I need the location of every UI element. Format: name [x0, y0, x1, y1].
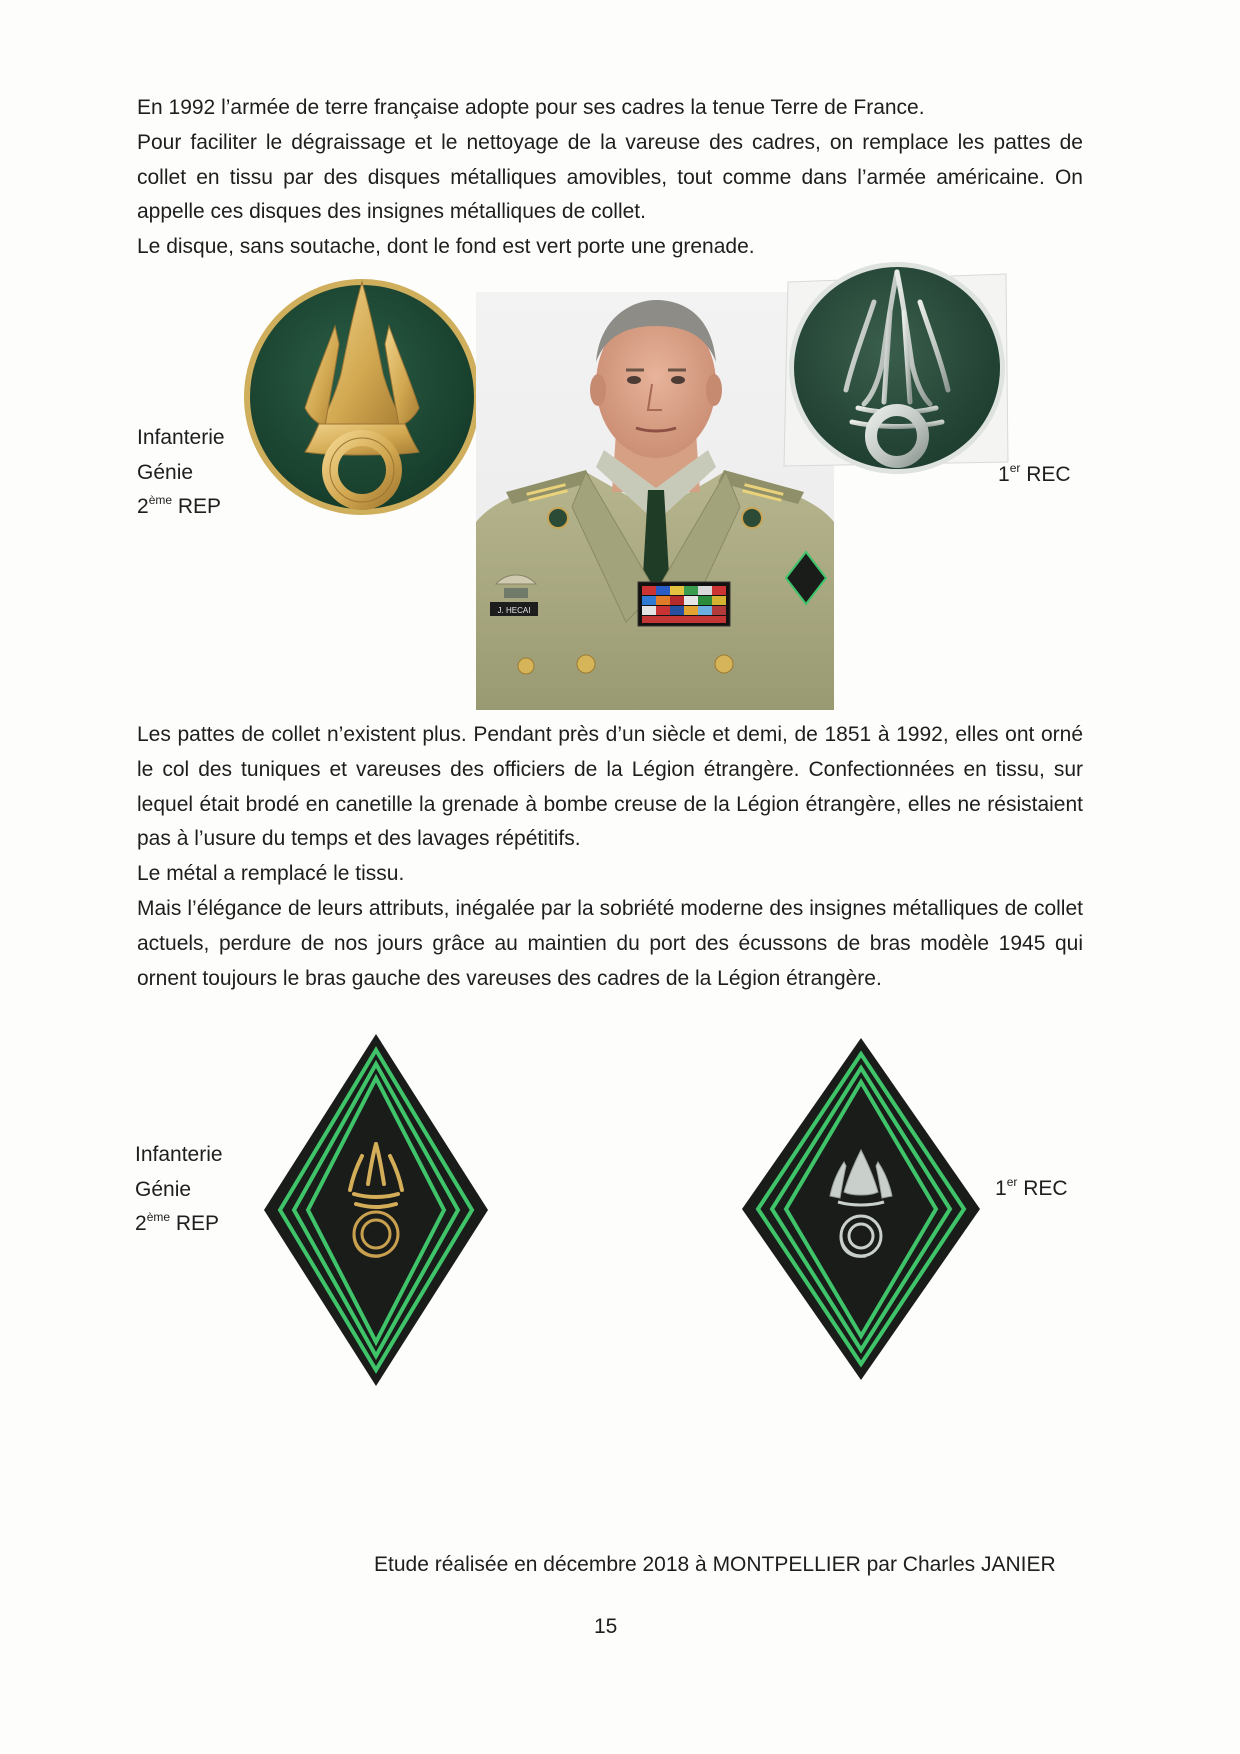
gold-grenade-collar-disc: [239, 274, 485, 520]
body-paragraph: [137, 718, 1083, 996]
patch-label-left: [135, 1138, 223, 1242]
patch-label-left-line1: Infanterie: [135, 1143, 223, 1166]
patch-label-right: 1er REC: [995, 1175, 1068, 1200]
disc-label-left-line1: Infanterie: [137, 426, 225, 449]
disc-label-left-line3: 2ème REP: [137, 493, 222, 518]
body-line-2: Le métal a remplacé le tissu.: [137, 862, 405, 886]
disc-label-left: [137, 421, 225, 525]
patch-label-left-line2: Génie: [135, 1177, 192, 1201]
intro-line-3: Le disque, sans soutache, dont le fond est vert porte une grenade.: [137, 235, 755, 259]
gold-grenade-arm-patch: [262, 1032, 490, 1388]
body-line-3: Mais l’élégance de leurs attributs, inégalée par la sobriété moderne des insignes métalliques de collet actuels, perdure de nos jours grâce au maintien du port des écussons de bras modèle 1945 qui ornent toujours le bras gauche des vareuses des cadres de la Légion étrangère.: [137, 896, 1083, 990]
silver-grenade-collar-disc: [778, 252, 1016, 478]
intro-line-1: En 1992 l’armée de terre française adopte pour ses cadres la tenue Terre de France.: [137, 96, 925, 119]
disc-label-right: 1er REC: [998, 461, 1071, 486]
body-line-1: Les pattes de collet n’existent plus. Pendant près d’un siècle et demi, de 1851 à 1992, elles ont orné le col des tuniques et vareuses des officiers de la Légion étrangère. Confectionnées en tissu, sur lequel était brodé en canetille la grenade à bombe creuse de la Légion étrangère, elles ne résistaient pas à l’usure du temps et des lavages répétitifs.: [137, 723, 1083, 851]
intro-paragraph: [137, 91, 1083, 265]
silver-grenade-arm-patch: [740, 1036, 982, 1382]
intro-line-2: Pour faciliter le dégraissage et le nettoyage de la vareuse des cadres, on remplace les pattes de collet en tissu par des disques métalliques amovibles, tout comme dans l’armée américaine. On appelle ces disques des insignes métalliques de collet.: [137, 130, 1083, 224]
name-tag-text: J. HECAI: [497, 606, 531, 615]
disc-label-left-line2: Génie: [137, 460, 194, 484]
patch-label-left-line3: 2ème REP: [135, 1210, 220, 1235]
page-number: 15: [594, 1615, 618, 1638]
author-credit: Etude réalisée en décembre 2018 à MONTPELLIER par Charles JANIER: [374, 1553, 1056, 1576]
